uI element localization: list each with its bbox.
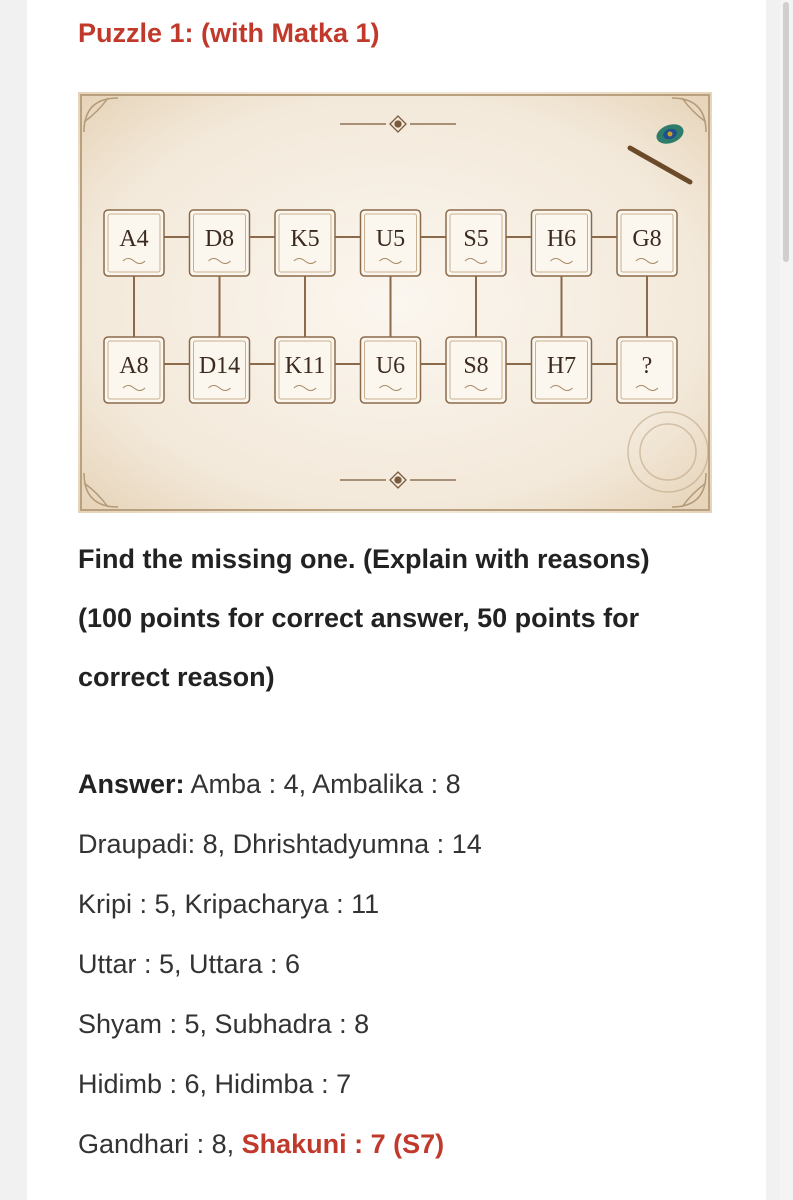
answer-line: Hidimb : 6, Hidimba : 7: [78, 1069, 352, 1099]
puzzle-tile: [532, 210, 592, 276]
question-line-2: (100 points for correct answer, 50 points for: [78, 603, 640, 633]
answer-line: Draupadi: 8, Dhrishtadyumna : 14: [78, 829, 482, 859]
puzzle-image: [78, 92, 712, 513]
answer-line: [78, 1114, 728, 1174]
answer-line: [78, 754, 728, 814]
answer-label: Answer:: [78, 769, 185, 799]
puzzle-tile: [190, 210, 250, 276]
answer-first: Amba : 4, Ambalika : 8: [184, 769, 461, 799]
tile-label: S5: [463, 226, 489, 252]
tile-label: U6: [375, 353, 406, 379]
answer-line: Kripi : 5, Kripacharya : 11: [78, 889, 380, 919]
answer-line: Shyam : 5, Subhadra : 8: [78, 1009, 370, 1039]
puzzle-board: [78, 92, 712, 513]
question-text: [78, 530, 728, 707]
parchment-background: [78, 92, 712, 513]
answer-line: Uttar : 5, Uttara : 6: [78, 949, 301, 979]
puzzle-tile: [104, 337, 164, 403]
tile-label: H6: [546, 226, 577, 252]
answer-last-plain: Gandhari : 8,: [78, 1129, 242, 1159]
puzzle-tile: [361, 337, 421, 403]
scrollbar-thumb[interactable]: [783, 2, 789, 262]
tile-label: D14: [198, 353, 241, 379]
tile-label: D8: [204, 226, 235, 252]
tile-label: K5: [290, 226, 320, 252]
puzzle-tile: [275, 337, 335, 403]
answer-list: [78, 754, 728, 1174]
tile-label: K11: [284, 353, 326, 379]
question-line-1: Find the missing one. (Explain with reasons): [78, 544, 650, 574]
tile-label: A8: [119, 353, 149, 379]
puzzle-tile: [190, 337, 250, 403]
tile-label: G8: [632, 226, 662, 252]
puzzle-tile: [361, 210, 421, 276]
puzzle-tile: [532, 337, 592, 403]
tile-label: S8: [463, 353, 489, 379]
puzzle-title: Puzzle 1: (with Matka 1): [78, 18, 380, 48]
tile-label: H7: [546, 353, 577, 379]
question-line-3: correct reason): [78, 662, 275, 692]
tile-label: A4: [119, 226, 149, 252]
tile-label: ?: [641, 353, 653, 379]
puzzle-tile: [617, 210, 677, 276]
tile-label: U5: [375, 226, 406, 252]
answer-highlight: Shakuni : 7 (S7): [241, 1129, 445, 1159]
puzzle-tile: [275, 210, 335, 276]
puzzle-tile: [446, 337, 506, 403]
puzzle-tile: [617, 337, 677, 403]
scrollbar[interactable]: [780, 0, 793, 1200]
puzzle-tile: [446, 210, 506, 276]
puzzle-tile: [104, 210, 164, 276]
